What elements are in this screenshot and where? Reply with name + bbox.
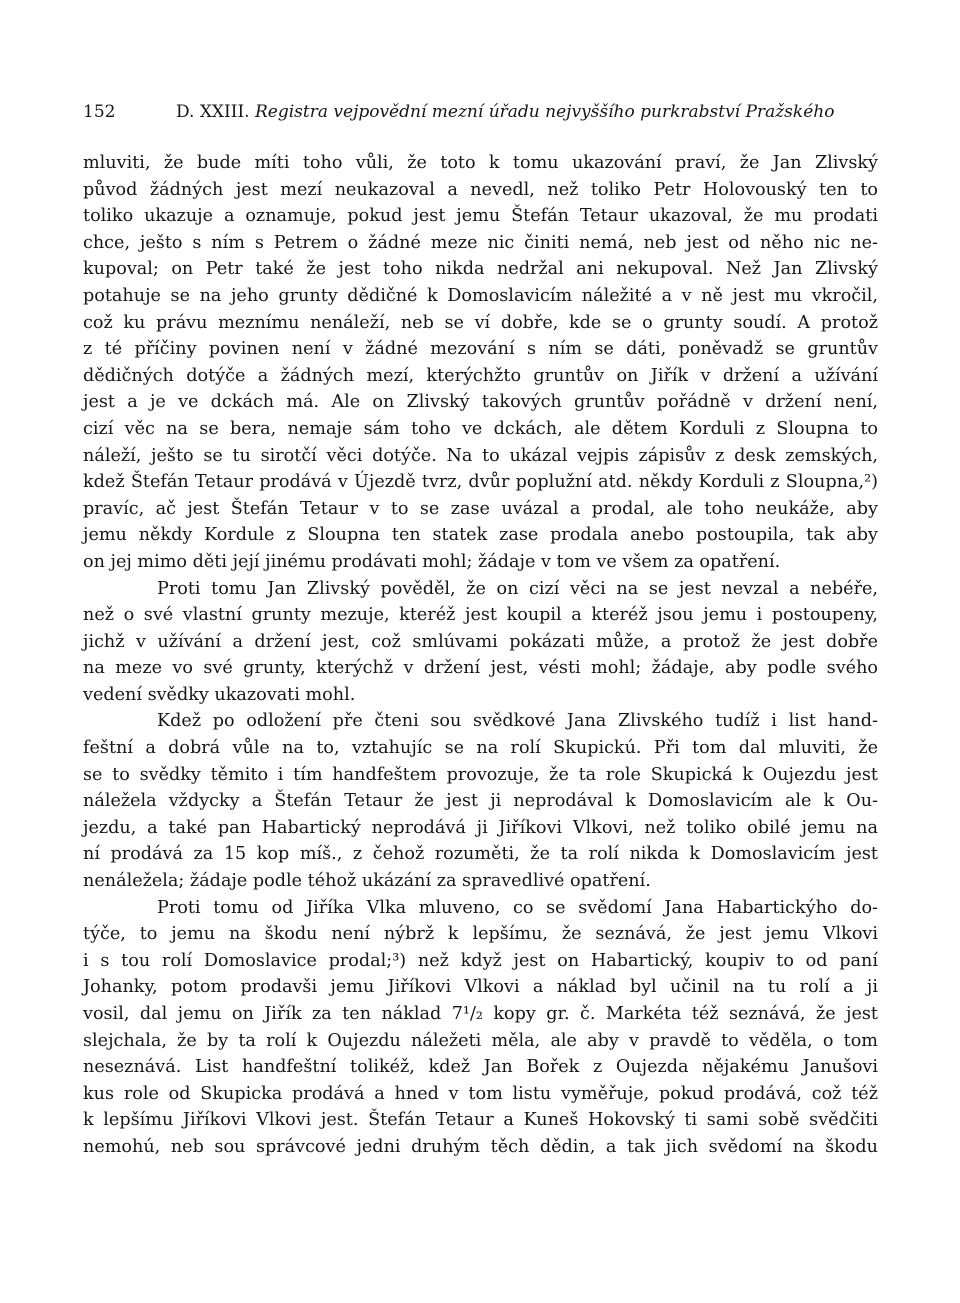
text-line: vosil, dal jemu on Jiřík za ten náklad 7¹/₂ kopy gr. č. Markéta též seznává, že jest: [83, 1004, 878, 1024]
text-line: i s tou rolí Domoslavice prodal;³) než když jest on Habartický, koupiv to od paní: [83, 950, 878, 971]
text-line: kus role od Skupicka prodává a hned v tom listu vyměřuje, pokud prodává, což též: [83, 1083, 878, 1104]
text-line: jest a je ve dckách má. Ale on Zlivský takových gruntův pořádně v držení není,: [83, 392, 878, 413]
text-line: na meze vo své grunty, kterýchž v držení jest, vésti mohl; žádaje, aby podle svého: [83, 658, 878, 679]
text-line: chce, ješto s ním s Petrem o žádné meze nic činiti nemá, neb jest od něho nic ne-: [83, 232, 878, 253]
text-line: což ku právu meznímu nenáleží, neb se ví dobře, kde se o grunty soudí. A protož: [83, 312, 878, 333]
text-line: neseznává. List handfeštní tolikéž, kdež Jan Bořek z Oujezda nějakému Janušovi: [83, 1057, 878, 1078]
text-line: náležela vždycky a Štefán Tetaur že jest ji neprodával k Domoslavicím ale k Ou-: [83, 791, 878, 812]
running-header: [83, 100, 878, 124]
text-line: kupoval; on Petr také že jest toho nikda nedržal ani nekupoval. Než Jan Zlivský: [83, 259, 878, 280]
text-line: slejchala, že by ta rolí k Oujezdu náležeti měla, ale aby v pravdě to věděla, o tom: [83, 1030, 878, 1051]
text-line: pravíc, ač jest Štefán Tetaur v to se zase uvázal a prodal, ale toho neukáže, aby: [83, 498, 878, 519]
text-line: feštní a dobrá vůle na to, vztahujíc se na rolí Skupickú. Při tom dal mluviti, že: [83, 738, 878, 759]
text-line: mluviti, že bude míti toho vůli, že toto k tomu ukazování praví, že Jan Zlivský: [83, 153, 878, 173]
header-title: [176, 100, 834, 124]
text-line: potahuje se na jeho grunty dědičné k Domoslavicím náležité a v ně jest mu vkročil,: [83, 285, 878, 306]
text-line: toliko ukazuje a oznamuje, pokud jest jemu Štefán Tetaur ukazoval, že mu prodati: [83, 206, 878, 227]
text-line: kdež Štefán Tetaur prodává v Újezdě tvrz, dvůr poplužní atd. někdy Korduli z Sloupna,²): [83, 472, 878, 493]
text-line: než o své vlastní grunty mezuje, kteréž jest koupil a kteréž jsou jemu i postoupeny,: [83, 605, 878, 626]
text-line: nemohú, neb sou správcové jedni druhým těch dědin, a tak jich svědomí na škodu: [83, 1136, 878, 1157]
text-line: Johanky, potom prodavši jemu Jiříkovi Vlkovi a náklad byl učinil na tu rolí a ji: [83, 977, 878, 998]
text-line: původ žádných jest mezí neukazoval a nevedl, než toliko Petr Holovouský ten to: [83, 179, 878, 200]
text-line: Proti tomu Jan Zlivský pověděl, že on cizí věci na se jest nevzal a nebéře,: [157, 578, 878, 599]
text-line: cizí věc na se bera, nemaje sám toho ve dckách, ale dětem Korduli z Sloupna to: [83, 418, 878, 439]
section-label: D. XXIII.: [176, 102, 250, 122]
text-line: týče, to jemu na škodu není nýbrž k lepšímu, že seznává, že jest jemu Vlkovi: [83, 924, 878, 945]
text-line: k lepšímu Jiříkovi Vlkovi jest. Štefán Tetaur a Kuneš Hokovský ti sami sobě svědčiti: [83, 1110, 878, 1131]
text-line: dědičných dotýče a žádných mezí, kterýchžto gruntův on Jiřík v držení a užívání: [83, 365, 878, 386]
text-line: jichž v užívání a držení jest, což smlúvami pokázati může, a protož že jest dobře: [83, 631, 878, 652]
body-text: [83, 150, 878, 1161]
text-line: Kdež po odložení pře čteni sou svědkové Jana Zlivského tudíž i list hand-: [157, 711, 878, 732]
text-line: on jej mimo děti její jinému prodávati mohl; žádaje v tom ve všem za opatření.: [83, 551, 781, 572]
text-line: nenáležela; žádaje podle téhož ukázání za spravedlivé opatření.: [83, 871, 651, 892]
text-line: ní prodává za 15 kop míš., z čehož rozuměti, že ta rolí nikda k Domoslavicím jest: [83, 844, 878, 865]
page-number: 152: [83, 102, 116, 122]
text-line: se to svědky těmito i tím handfeštem provozuje, že ta role Skupická k Oujezdu jest: [83, 764, 878, 785]
text-line: jezdu, a také pan Habartický neprodává ji Jiříkovi Vlkovi, než toliko obilé jemu na: [83, 817, 878, 838]
text-line: vedení svědky ukazovati mohl.: [83, 684, 356, 705]
text-line: jemu někdy Kordule z Sloupna ten statek zase prodala anebo postoupila, tak aby: [83, 525, 878, 546]
chapter-title: Registra vejpovědní mezní úřadu nejvyššího purkrabství Pražského: [255, 102, 835, 122]
text-line: náleží, ješto se tu sirotčí věci dotýče. Na to ukázal vejpis zápisův z desk zemských,: [83, 445, 878, 466]
text-line: Proti tomu od Jiříka Vlka mluveno, co se svědomí Jana Habartickýho do-: [157, 897, 878, 918]
text-line: z té příčiny povinen není v žádné mezování s ním se dáti, poněvadž se gruntův: [83, 339, 878, 360]
